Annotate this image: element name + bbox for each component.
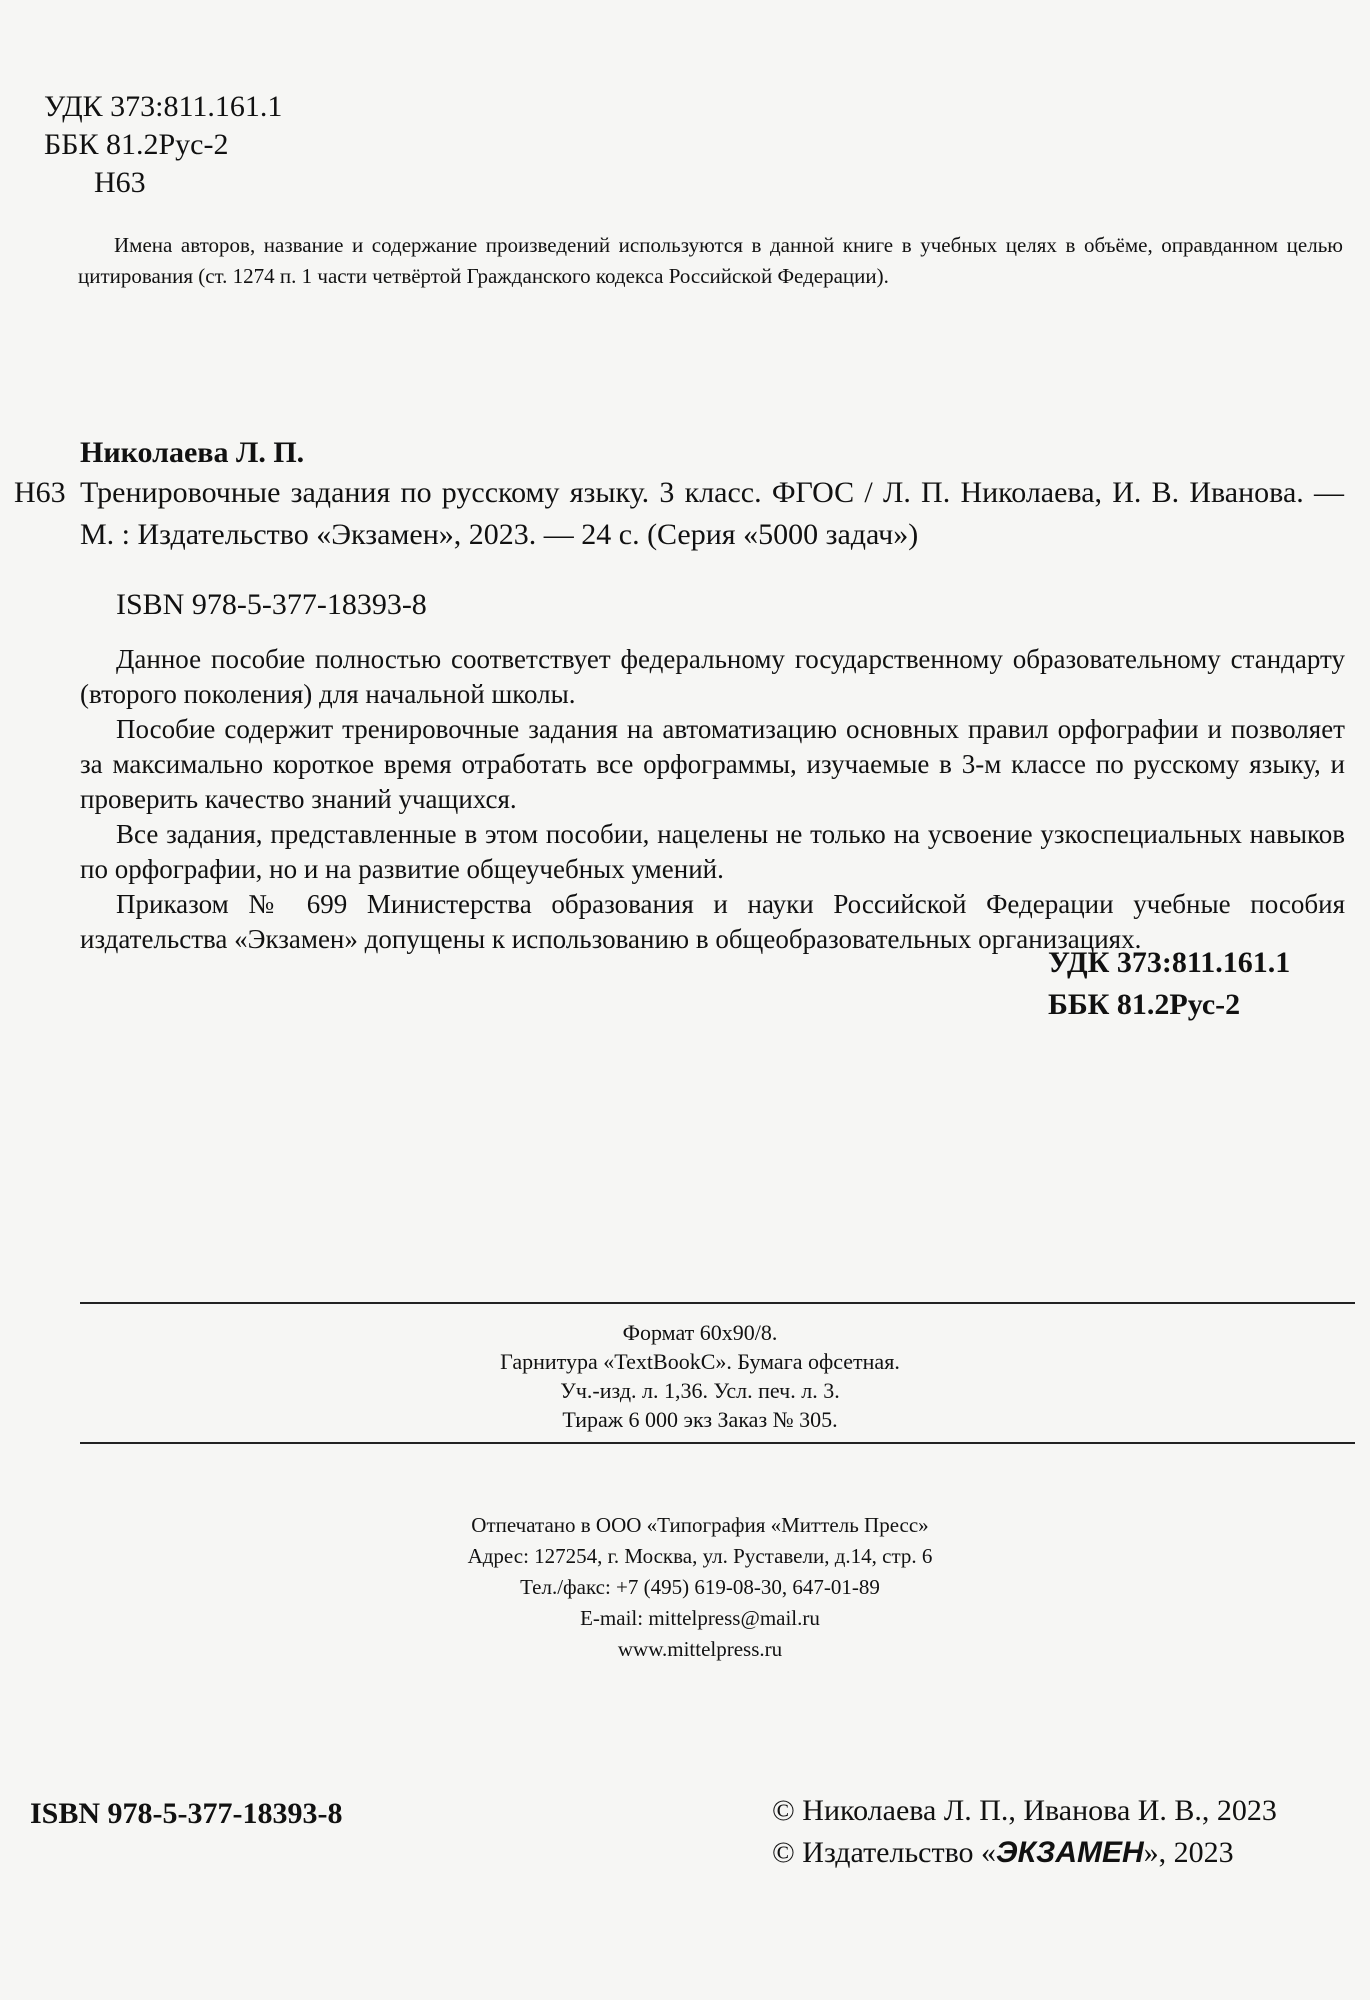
annotation-paragraph: Данное пособие полностью соответствует федеральному государственному образовательному стандарту (второго поколения) для начальной школы. <box>80 644 1345 709</box>
copyright-authors: © Николаева Л. П., Иванова И. В., 2023 <box>772 1794 1277 1827</box>
annotation-paragraph: Все задания, представленные в этом пособии, нацелены не только на усвоение узкоспециальных навыков по орфографии, но и на развитие общеучебных умений. <box>80 819 1345 884</box>
print-info <box>290 1318 1110 1434</box>
divider-bottom <box>80 1442 1355 1444</box>
printer-info <box>300 1510 1100 1665</box>
author-sign: Н63 <box>14 476 66 509</box>
format-line: Формат 60x90/8. <box>622 1320 778 1345</box>
printer-phone: Тел./факс: +7 (495) 619-08-30, 647-01-89 <box>520 1575 880 1599</box>
isbn: ISBN 978-5-377-18393-8 <box>116 588 427 621</box>
printer-address: Адрес: 127254, г. Москва, ул. Руставели, д.14, стр. 6 <box>467 1544 933 1568</box>
bbk-code: ББК 81.2Рус-2 <box>44 128 229 161</box>
divider-top <box>80 1302 1355 1304</box>
annotation <box>80 642 1345 957</box>
copyright-notice: Имена авторов, название и содержание произведений используются в данной книге в учебных целях в объёме, оправданном целью цитирования (ст. 1274 п. 1 части четвёртой Гражданского кодекса Российской Федерации). <box>78 233 1343 288</box>
publisher-brand: ЭКЗАМЕН <box>996 1836 1144 1869</box>
classification-codes-right <box>1048 942 1290 1026</box>
udk-code: УДК 373:811.161.1 <box>44 90 283 123</box>
bibliographic-description: Тренировочные задания по русскому языку. 3 класс. ФГОС / Л. П. Николаева, И. В. Иванова. — М. : Издательство «Экзамен», 2023. — 24 с. (Серия «5000 задач») <box>80 476 1344 551</box>
run-line: Тираж 6 000 экз Заказ № 305. <box>562 1407 838 1432</box>
copyright-publisher <box>772 1832 1277 1874</box>
sheets-line: Уч.-изд. л. 1,36. Усл. печ. л. 3. <box>560 1378 840 1403</box>
isbn-bottom: ISBN 978-5-377-18393-8 <box>30 1797 343 1830</box>
printer-email: E-mail: mittelpress@mail.ru <box>580 1606 820 1630</box>
printer-name: Отпечатано в ООО «Типография «Миттель Пресс» <box>471 1513 929 1537</box>
classification-codes-top <box>44 88 282 202</box>
author-heading: Николаева Л. П. <box>80 436 305 469</box>
udk-code: УДК 373:811.161.1 <box>1048 946 1291 979</box>
printer-website: www.mittelpress.ru <box>617 1637 783 1661</box>
copyright-publisher-suffix: », 2023 <box>1143 1836 1234 1869</box>
author-sign-code: Н63 <box>94 166 146 199</box>
copyright-block <box>772 1790 1277 1874</box>
annotation-paragraph: Пособие содержит тренировочные задания на автоматизацию основных правил орфографии и позволяет за максимально короткое время отработать все орфограммы, изучаемые в 3-м классе по русскому языку, и проверить качество знаний учащихся. <box>80 714 1345 814</box>
copyright-publisher-prefix: © Издательство « <box>772 1836 997 1869</box>
bbk-code: ББК 81.2Рус-2 <box>1048 988 1241 1021</box>
annotation-paragraph: Приказом № 699 Министерства образования и науки Российской Федерации учебные пособия издательства «Экзамен» допущены к использованию в общеобразовательных организациях. <box>80 889 1345 954</box>
typeface-line: Гарнитура «TextBookC». Бумага офсетная. <box>500 1349 900 1374</box>
